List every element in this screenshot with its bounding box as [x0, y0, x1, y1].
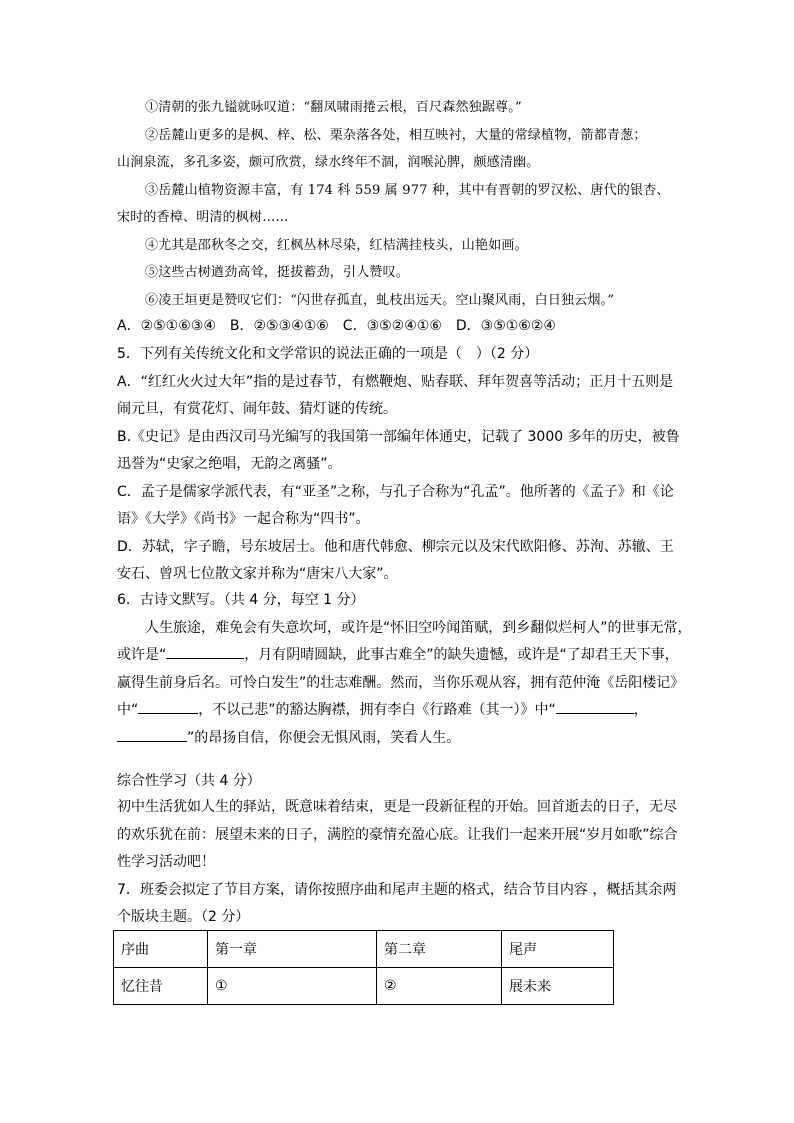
- q6-paragraph-line-4: [117, 699, 677, 719]
- q5-stem: 5．下列有关传统文化和文学常识的说法正确的一项是（ ）（2 分）: [117, 346, 539, 362]
- q6-text: 或许是“: [117, 647, 167, 663]
- q6-paragraph-line-2: [117, 644, 677, 664]
- section-intro-line-1: 初中生活犹如人生的驿站，既意味着结束，更是一段新征程的开始。回首逝去的日子，无尽: [117, 799, 677, 815]
- passage-sentence-3: ③岳麓山植物资源丰富，有 174 科 559 属 977 种，其中有晋朝的罗汉松、唐代的银杏、: [145, 183, 670, 198]
- table-cell: 第二章: [377, 931, 502, 968]
- table-header-row: [114, 931, 614, 968]
- answer-blank-3[interactable]: [556, 699, 634, 714]
- answer-blank-2[interactable]: [138, 699, 198, 714]
- q6-paragraph-line-3: 赢得生前身后名。可怜白发生”的壮志难酬。然而，当你乐观从容，拥有范仲淹《岳阳楼记》: [117, 675, 685, 691]
- q5-option-d: D．苏轼，字子瞻，号东坡居士。他和唐代韩愈、柳宗元以及宋代欧阳修、苏洵、苏辙、王: [117, 539, 674, 555]
- answer-cell-2[interactable]: ②: [377, 968, 502, 1005]
- passage-sentence-3-cont: 宋时的香樟、明清的枫树……: [117, 210, 289, 225]
- passage-sentence-1: ①清朝的张九镒就咏叹道：“翻凤啸雨捲云根，百尺森然独踞尊。”: [145, 100, 522, 115]
- q6-text: 中“: [117, 702, 139, 718]
- q4-options: A．②⑤①⑥③④ B．②⑤③④①⑥ C．③⑤②④①⑥ D．③⑤①⑥②④: [117, 318, 556, 334]
- q5-option-d-cont: 安石、曾巩七位散文家并称为“唐宋八大家”。: [117, 566, 398, 582]
- section-title: 综合性学习（共 4 分）: [117, 773, 261, 789]
- passage-sentence-2-cont: 山涧泉流，多孔多姿，颇可欣赏，绿水终年不涸，润喉沁脾，颇感清幽。: [117, 155, 540, 170]
- answer-blank-4[interactable]: [117, 727, 187, 742]
- section-intro-line-3: 性学习活动吧！: [117, 854, 215, 870]
- q7-stem: 7．班委会拟定了节目方案，请你按照序曲和尾声主题的格式，结合节目内容 ，概括其余两: [117, 882, 677, 898]
- q5-option-a: A．“红红火火过大年”指的是过春节，有燃鞭炮、贴春联、拜年贺喜等活动；正月十五则是: [117, 374, 674, 390]
- q5-option-b: B.《史记》是由西汉司马光编写的我国第一部编年体通史，记载了 3000 多年的历史，被鲁: [117, 429, 680, 445]
- program-plan-table: [113, 930, 614, 1005]
- q6-paragraph-line-1: 人生旅途，难免会有失意坎坷，或许是“怀旧空吟闻笛赋，到乡翻似烂柯人”的世事无常，: [145, 620, 692, 636]
- q5-option-b-cont: 迅誉为“史家之绝唱，无韵之离骚”。: [117, 456, 342, 472]
- passage-sentence-2: ②岳麓山更多的是枫、梓、松、栗杂落各处，相互映衬，大量的常绿植物，箭都青葱；: [145, 128, 647, 143]
- answer-blank-1[interactable]: [166, 644, 244, 659]
- answer-cell-1[interactable]: ①: [208, 968, 377, 1005]
- table-row: [114, 968, 614, 1005]
- q6-stem: 6．古诗文默写。（共 4 分，每空 1 分）: [117, 592, 365, 608]
- q5-option-a-cont: 闹元旦，有赏花灯、闹年鼓、猜灯谜的传统。: [117, 401, 397, 417]
- passage-sentence-5: ⑤这些古树遒劲高耸，挺拔蓄劲，引人赞叹。: [145, 265, 410, 280]
- q6-text: ”的昂扬自信，你便会无惧风雨，笑看人生。: [187, 730, 461, 746]
- section-intro-line-2: 的欢乐犹在前：展望未来的日子，满腔的豪情充盈心底。让我们一起来开展“岁月如歌”综合: [117, 827, 678, 843]
- q5-option-c: C．孟子是儒家学派代表，有“亚圣”之称，与孔子合称为“孔孟”。他所著的《孟子》和《论: [117, 484, 674, 500]
- q7-stem-cont: 个版块主题。（2 分）: [117, 909, 250, 925]
- q6-text: ，月有阴晴圆缺，此事古难全”的缺失遗憾，或许是“了却君王天下事，: [244, 647, 679, 663]
- table-cell: 第一章: [208, 931, 377, 968]
- q6-text: ，不以己悲”的豁达胸襟，拥有李白《行路难（其一）》中“: [198, 702, 556, 718]
- table-cell: 忆往昔: [114, 968, 208, 1005]
- table-cell: 展未来: [502, 968, 614, 1005]
- table-cell: 序曲: [114, 931, 208, 968]
- table-cell: 尾声: [502, 931, 614, 968]
- q6-text: ，: [633, 702, 648, 718]
- q5-option-c-cont: 语》《大学》《尚书》一起合称为“四书”。: [117, 511, 370, 527]
- q6-paragraph-line-5: [117, 727, 677, 747]
- passage-sentence-6: ⑥凌王垣更是赞叹它们：“闪世存孤直，虬枝出远天。空山聚风雨，白日独云烟。”: [145, 293, 615, 308]
- passage-sentence-4: ④尤其是邵秋冬之交，红枫丛林尽染，红桔满挂枝头，山艳如画。: [145, 238, 528, 253]
